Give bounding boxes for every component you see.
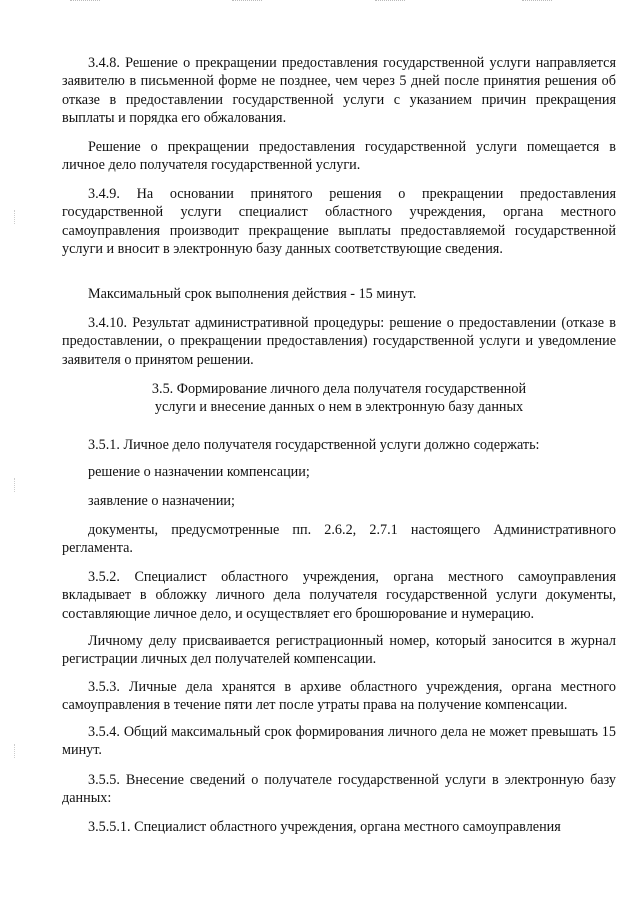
paragraph-3-5-5-1: 3.5.5.1. Специалист областного учреждения, органа местного самоуправления [88,819,561,835]
paragraph-3-5-1: 3.5.1. Личное дело получателя государственной услуги должно содержать: [88,437,540,453]
section-heading-line-2: услуги и внесение данных о нем в электронную базу данных [154,399,524,416]
scan-artifact [14,478,17,492]
paragraph-max-time: Максимальный срок выполнения действия - 15 минут. [88,286,417,302]
scan-artifact [14,210,17,224]
scan-artifact [232,0,262,4]
scan-artifact [70,0,100,4]
section-heading-line-1: 3.5. Формирование личного дела получателя государственной [151,381,527,397]
paragraph-3-4-9: 3.4.9. На основании принятого решения о прекращении предоставления государственной услуги специалист областного учреждения, органа местного самоуправления производит прекращение выплаты предоставляемой государственной услуги и вносит в электронную базу данных соответствующие сведения. [62,186,616,258]
scan-artifact [14,744,17,758]
paragraph-3-4-10: 3.4.10. Результат административной процедуры: решение о предоставлении (отказе в предоставлении, о прекращении предоставления) государственной услуги и уведомление заявителя о принятом решении. [62,315,616,368]
paragraph-list-item-documents: документы, предусмотренные пп. 2.6.2, 2.7.1 настоящего Административного регламента. [62,522,616,557]
paragraph-3-5-5: 3.5.5. Внесение сведений о получателе государственной услуги в электронную базу данных: [62,772,616,807]
paragraph-registration-number: Личному делу присваивается регистрационный номер, который заносится в журнал регистрации личных дел получателей компенсации. [62,633,616,668]
paragraph-3-5-4: 3.5.4. Общий максимальный срок формирования личного дела не может превышать 15 минут. [62,724,616,759]
paragraph-list-item-decision: решение о назначении компенсации; [88,464,310,480]
scan-artifact [522,0,552,4]
paragraph-decision-placement: Решение о прекращении предоставления государственной услуги помещается в личное дело получателя государственной услуги. [62,139,616,174]
section-heading-3-5 [62,380,616,417]
paragraph-3-4-8: 3.4.8. Решение о прекращении предоставления государственной услуги направляется заявителю в письменной форме не позднее, чем через 5 дней после принятия решения об отказе в предоставлении государственной услуги с указанием причин прекращения выплаты и порядка его обжалования. [62,55,616,127]
paragraph-3-5-3: 3.5.3. Личные дела хранятся в архиве областного учреждения, органа местного самоуправления в течение пяти лет после утраты права на получение компенсации. [62,679,616,714]
paragraph-3-5-2: 3.5.2. Специалист областного учреждения, органа местного самоуправления вкладывает в обложку личного дела получателя государственной услуги документы, составляющие личное дело, и осуществляет его брошюрование и нумерацию. [62,569,616,622]
paragraph-list-item-application: заявление о назначении; [88,493,235,509]
scan-artifact [375,0,405,4]
